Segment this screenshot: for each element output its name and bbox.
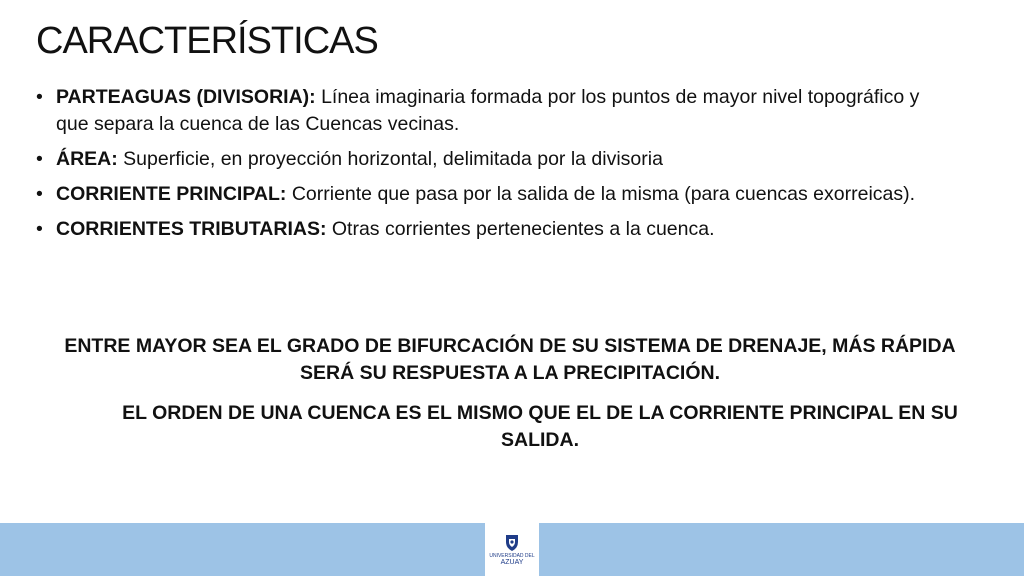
bullet-item-area	[36, 146, 956, 173]
bullet-term: CORRIENTES TRIBUTARIAS:	[56, 218, 327, 240]
bullet-term: PARTEAGUAS (DIVISORIA):	[56, 86, 316, 108]
bullet-term: ÁREA:	[56, 148, 118, 170]
logo-text-line2: AZUAY	[500, 558, 524, 566]
bullet-dot-icon: •	[36, 218, 43, 240]
emphasis-bifurcacion: ENTRE MAYOR SEA EL GRADO DE BIFURCACIÓN DE SU SISTEMA DE DRENAJE, MÁS RÁPIDA SERÁ SU RESPUESTA A LA PRECIPITACIÓN.	[64, 335, 956, 384]
bullet-item-parteaguas	[36, 84, 956, 138]
bullet-item-corrientes-tributarias	[36, 216, 956, 243]
bullet-list	[36, 84, 956, 251]
bullet-dot-icon: •	[36, 148, 43, 170]
bullet-text: Corriente que pasa por la salida de la misma (para cuencas exorreicas).	[286, 183, 916, 205]
bullet-text: Línea imaginaria formada por los puntos de mayor nivel topográfico y que separa la cuenca de las Cuencas vecinas.	[56, 86, 920, 135]
bullet-item-corriente-principal	[36, 181, 956, 208]
emphasis-orden-cuenca: EL ORDEN DE UNA CUENCA ES EL MISMO QUE EL DE LA CORRIENTE PRINCIPAL EN SU SALIDA.	[122, 402, 958, 451]
bullet-text: Otras corrientes pertenecientes a la cuenca.	[326, 218, 715, 240]
bullet-text: Superficie, en proyección horizontal, delimitada por la divisoria	[117, 148, 663, 170]
footer-band	[0, 523, 1024, 576]
slide-title: CARACTERÍSTICAS	[36, 20, 378, 62]
bullet-term: CORRIENTE PRINCIPAL:	[56, 183, 287, 205]
bullet-dot-icon: •	[36, 86, 43, 108]
logo-text-line1: UNIVERSIDAD DEL	[489, 552, 535, 559]
university-seal-icon	[504, 533, 520, 553]
university-logo	[485, 523, 539, 576]
bullet-dot-icon: •	[36, 183, 43, 205]
